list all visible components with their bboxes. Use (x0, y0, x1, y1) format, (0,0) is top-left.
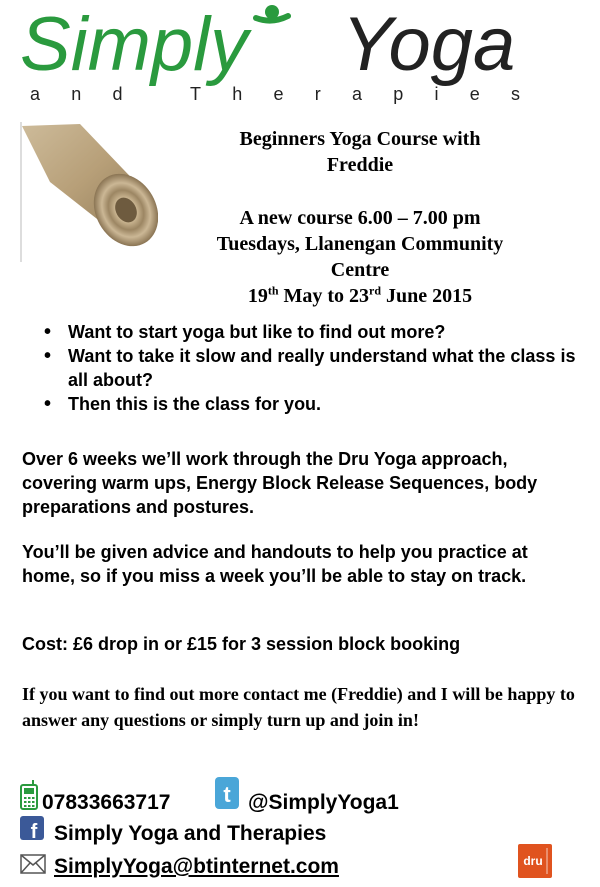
logo-subtitle-letter: i (434, 84, 439, 104)
logo-subtitle-letter: a (30, 84, 41, 104)
course-location-line-2: Centre (330, 259, 390, 281)
course-location-line-1: Tuesdays, Llanengan Community (216, 233, 504, 255)
svg-text:f: f (30, 821, 38, 840)
logo-subtitle-gap (154, 84, 159, 105)
logo-subtitle-letter: r (314, 84, 321, 104)
logo-subtitle-letter: p (393, 84, 404, 104)
facebook-page[interactable]: Simply Yoga and Therapies (54, 822, 327, 845)
list-item: • Want to take it slow and really understand what the class is all about? (22, 344, 582, 392)
logo-subtitle-letter: e (469, 84, 480, 104)
email-icon (20, 854, 46, 874)
logo-word-simply: Simply (20, 2, 249, 87)
phone-icon (20, 780, 38, 810)
list-item: • Then this is the class for you. (22, 392, 582, 416)
heading-line-2: Freddie (326, 154, 394, 176)
course-info (170, 205, 550, 309)
course-heading (180, 126, 540, 178)
dru-logo (518, 844, 552, 878)
logo-subtitle-letter: T (190, 84, 201, 104)
logo-subtitle-letter: e (273, 84, 284, 104)
simply-yoga-logo (20, 0, 580, 90)
paragraph-course-content: Over 6 weeks we’ll work through the Dru Yoga approach, covering warm ups, Energy Block Release Sequences, body preparations and postures. (22, 449, 538, 517)
bullet-list (22, 320, 582, 416)
paragraph-contact: If you want to find out more contact me (Freddie) and I will be happy to answer any questions or simply turn up and join in! (22, 684, 575, 730)
course-dates: 19th May to 23rd June 2015 (247, 283, 473, 307)
email-link[interactable]: SimplyYoga@btinternet.com (54, 855, 339, 878)
twitter-icon[interactable] (215, 777, 239, 809)
logo-word-yoga: Yoga (342, 2, 516, 87)
logo-subtitle (30, 84, 520, 105)
logo-subtitle-letter: s (510, 84, 520, 104)
logo-subtitle-letter: d (112, 84, 123, 104)
list-item: • Want to start yoga but like to find out more? (22, 320, 582, 344)
paragraph-handouts: You’ll be given advice and handouts to help you practice at home, so if you miss a week you’ll be able to stay on track. (22, 542, 528, 586)
yoga-mat-image (20, 122, 158, 262)
heading-line-1: Beginners Yoga Course with (239, 128, 481, 150)
twitter-handle[interactable]: @SimplyYoga1 (248, 791, 399, 814)
logo-subtitle-letter: n (71, 84, 82, 104)
facebook-icon[interactable] (20, 816, 44, 840)
course-time: A new course 6.00 – 7.00 pm (239, 207, 481, 229)
paragraph-cost: Cost: £6 drop in or £15 for 3 session block booking (22, 634, 461, 654)
yoga-figure-icon (256, 5, 288, 21)
svg-text:t: t (223, 782, 231, 807)
phone-number[interactable]: 07833663717 (42, 791, 171, 814)
svg-text:dru: dru (523, 854, 543, 868)
logo-subtitle-letter: h (232, 84, 243, 104)
logo-subtitle-letter: a (351, 84, 362, 104)
